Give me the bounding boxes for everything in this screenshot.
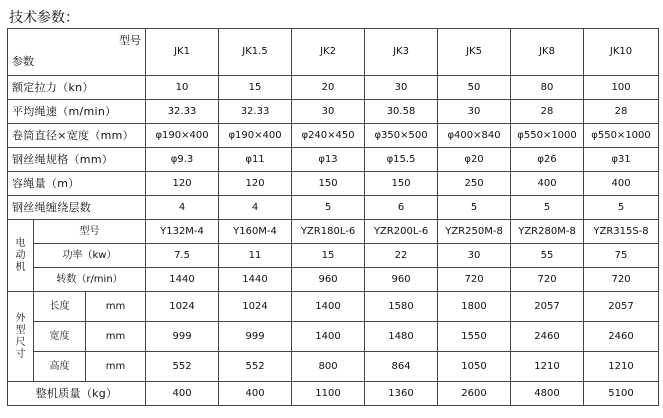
value-cell: 11 xyxy=(219,244,292,268)
value-cell: 4 xyxy=(146,196,219,220)
value-cell: 1400 xyxy=(292,292,365,322)
value-cell: 1100 xyxy=(292,382,365,406)
value-cell: 22 xyxy=(365,244,438,268)
value-cell: 400 xyxy=(146,382,219,406)
value-cell: 150 xyxy=(292,172,365,196)
row-label: 平均绳速（m/min） xyxy=(8,100,146,124)
value-cell: 960 xyxy=(292,268,365,292)
dimension-row-label: 宽度 xyxy=(34,322,86,352)
value-cell: 30 xyxy=(438,244,511,268)
value-cell: 5 xyxy=(438,196,511,220)
dimension-group-char: 寸 xyxy=(15,348,26,360)
value-cell: 1440 xyxy=(219,268,292,292)
value-cell: φ240×450 xyxy=(292,124,365,148)
value-cell: φ26 xyxy=(511,148,584,172)
value-cell: 32.33 xyxy=(146,100,219,124)
value-cell: 960 xyxy=(365,268,438,292)
value-cell: 80 xyxy=(511,76,584,100)
dimension-unit: mm xyxy=(86,292,146,322)
value-cell: 15 xyxy=(219,76,292,100)
row-label: 容绳量（m） xyxy=(8,172,146,196)
motor-row xyxy=(8,244,659,268)
value-cell: 250 xyxy=(438,172,511,196)
value-cell: φ13 xyxy=(292,148,365,172)
row-label: 钢丝绳规格（mm） xyxy=(8,148,146,172)
value-cell: 552 xyxy=(219,352,292,382)
value-cell: 800 xyxy=(292,352,365,382)
table-row xyxy=(8,196,659,220)
spec-table xyxy=(7,28,659,406)
value-cell: 720 xyxy=(438,268,511,292)
value-cell: 120 xyxy=(146,172,219,196)
value-cell: 2600 xyxy=(438,382,511,406)
model-header-label: 型号 xyxy=(119,34,142,47)
value-cell: 1050 xyxy=(438,352,511,382)
param-header-label: 参数 xyxy=(12,55,34,68)
motor-group-label xyxy=(8,220,34,292)
value-cell: Y160M-4 xyxy=(219,220,292,244)
model-header-cell: JK3 xyxy=(365,29,438,76)
dimension-row xyxy=(8,322,659,352)
value-cell: 5 xyxy=(511,196,584,220)
row-label: 额定拉力（kn） xyxy=(8,76,146,100)
value-cell: 150 xyxy=(365,172,438,196)
value-cell: 1360 xyxy=(365,382,438,406)
value-cell: YZR250M-8 xyxy=(438,220,511,244)
value-cell: φ20 xyxy=(438,148,511,172)
dimension-row-label: 长度 xyxy=(34,292,86,322)
weight-row-label: 整机质量（kg） xyxy=(8,382,146,406)
value-cell: 50 xyxy=(438,76,511,100)
value-cell: 2057 xyxy=(584,292,659,322)
motor-row-label: 转数（r/min） xyxy=(34,268,146,292)
motor-row xyxy=(8,220,659,244)
motor-row xyxy=(8,268,659,292)
motor-group-char: 机 xyxy=(15,261,26,273)
value-cell: 30 xyxy=(292,100,365,124)
value-cell: 1210 xyxy=(584,352,659,382)
value-cell: 1024 xyxy=(219,292,292,322)
dimension-unit: mm xyxy=(86,322,146,352)
value-cell: 32.33 xyxy=(219,100,292,124)
value-cell: φ9.3 xyxy=(146,148,219,172)
value-cell: 864 xyxy=(365,352,438,382)
value-cell: 720 xyxy=(511,268,584,292)
value-cell: 1400 xyxy=(292,322,365,352)
value-cell: 30 xyxy=(365,76,438,100)
value-cell: 720 xyxy=(584,268,659,292)
table-row xyxy=(8,76,659,100)
value-cell: 1550 xyxy=(438,322,511,352)
value-cell: 30 xyxy=(438,100,511,124)
value-cell: 4 xyxy=(219,196,292,220)
dimension-row xyxy=(8,292,659,322)
value-cell: 5 xyxy=(292,196,365,220)
model-header-cell: JK1 xyxy=(146,29,219,76)
motor-row-label: 功率（kw） xyxy=(34,244,146,268)
value-cell: YZR180L-6 xyxy=(292,220,365,244)
value-cell: 400 xyxy=(511,172,584,196)
value-cell: YZR200L-6 xyxy=(365,220,438,244)
table-row xyxy=(8,100,659,124)
value-cell: 7.5 xyxy=(146,244,219,268)
model-header-cell: JK5 xyxy=(438,29,511,76)
value-cell: 30.58 xyxy=(365,100,438,124)
model-header-cell: JK2 xyxy=(292,29,365,76)
value-cell: 400 xyxy=(219,382,292,406)
motor-group-char: 电 xyxy=(15,237,26,249)
value-cell: 2057 xyxy=(511,292,584,322)
value-cell: φ400×840 xyxy=(438,124,511,148)
value-cell: φ190×400 xyxy=(146,124,219,148)
motor-group-char: 动 xyxy=(15,249,26,261)
value-cell: 15 xyxy=(292,244,365,268)
value-cell: 1024 xyxy=(146,292,219,322)
model-header-cell: JK1.5 xyxy=(219,29,292,76)
value-cell: 999 xyxy=(219,322,292,352)
value-cell: φ350×500 xyxy=(365,124,438,148)
page-heading: 技术参数： xyxy=(9,10,79,26)
value-cell: 75 xyxy=(584,244,659,268)
corner-header xyxy=(8,29,146,76)
table-row xyxy=(8,172,659,196)
value-cell: 6 xyxy=(365,196,438,220)
value-cell: φ190×400 xyxy=(219,124,292,148)
row-label: 卷筒直径×宽度（mm） xyxy=(8,124,146,148)
value-cell: 120 xyxy=(219,172,292,196)
value-cell: 55 xyxy=(511,244,584,268)
motor-row-label: 型号 xyxy=(34,220,146,244)
dimension-row xyxy=(8,352,659,382)
model-header-cell: JK8 xyxy=(511,29,584,76)
value-cell: 1800 xyxy=(438,292,511,322)
value-cell: φ11 xyxy=(219,148,292,172)
dimension-group-char: 外 xyxy=(15,312,26,324)
value-cell: 20 xyxy=(292,76,365,100)
model-header-cell: JK10 xyxy=(584,29,659,76)
value-cell: 5100 xyxy=(584,382,659,406)
value-cell: 1210 xyxy=(511,352,584,382)
value-cell: YZR315S-8 xyxy=(584,220,659,244)
value-cell: 100 xyxy=(584,76,659,100)
value-cell: 1580 xyxy=(365,292,438,322)
value-cell: 400 xyxy=(584,172,659,196)
value-cell: φ31 xyxy=(584,148,659,172)
value-cell: 28 xyxy=(511,100,584,124)
dimension-group-char: 型 xyxy=(15,324,26,336)
dimension-unit: mm xyxy=(86,352,146,382)
value-cell: φ15.5 xyxy=(365,148,438,172)
value-cell: φ550×1000 xyxy=(584,124,659,148)
value-cell: YZR280M-8 xyxy=(511,220,584,244)
weight-row xyxy=(8,382,659,406)
table-row xyxy=(8,124,659,148)
dimension-row-label: 高度 xyxy=(34,352,86,382)
row-label: 钢丝绳缠绕层数 xyxy=(8,196,146,220)
value-cell: 552 xyxy=(146,352,219,382)
dimension-group-char: 尺 xyxy=(15,336,26,348)
value-cell: 1440 xyxy=(146,268,219,292)
value-cell: 2460 xyxy=(511,322,584,352)
value-cell: φ550×1000 xyxy=(511,124,584,148)
value-cell: 2460 xyxy=(584,322,659,352)
value-cell: 5 xyxy=(584,196,659,220)
value-cell: 4800 xyxy=(511,382,584,406)
table-row xyxy=(8,148,659,172)
dimension-group-label xyxy=(8,292,34,382)
header-row xyxy=(8,29,659,76)
value-cell: 999 xyxy=(146,322,219,352)
value-cell: Y132M-4 xyxy=(146,220,219,244)
value-cell: 28 xyxy=(584,100,659,124)
value-cell: 10 xyxy=(146,76,219,100)
value-cell: 1480 xyxy=(365,322,438,352)
